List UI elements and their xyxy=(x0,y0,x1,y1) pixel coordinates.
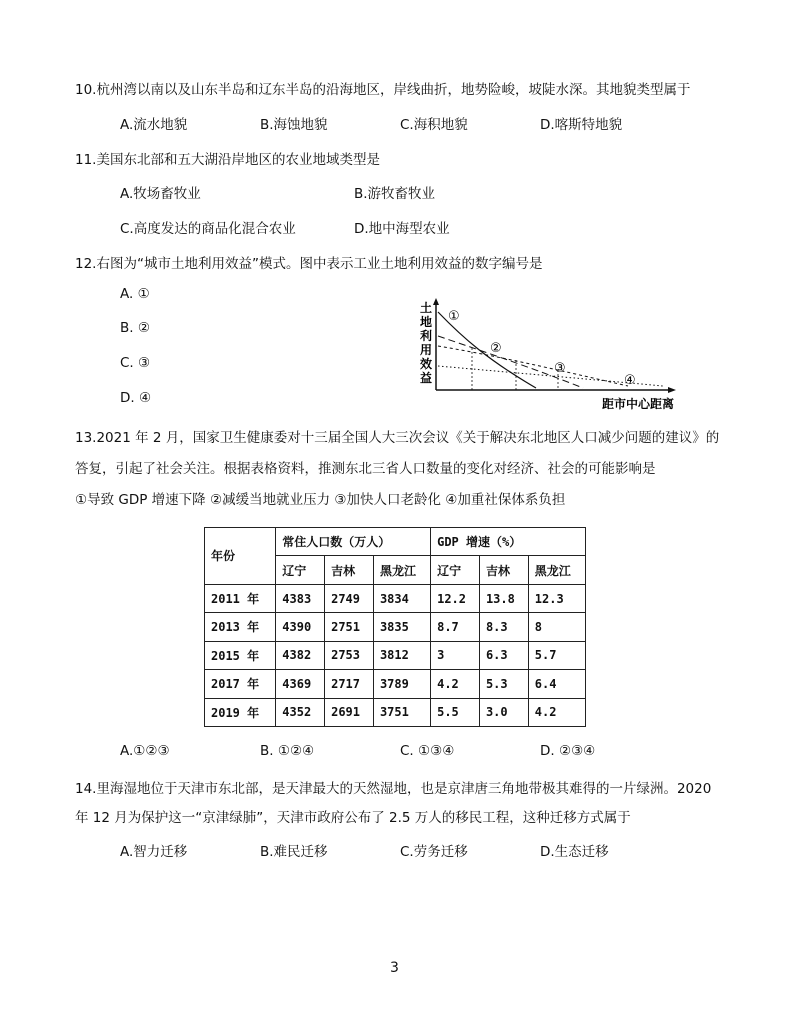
table-cell: 4352 xyxy=(276,698,325,726)
table-cell: 3812 xyxy=(373,641,430,669)
table-cell: 4.2 xyxy=(528,698,585,726)
table-cell: 2011 年 xyxy=(205,584,276,612)
question-12-option-b: B. ② xyxy=(120,320,150,336)
question-10-option-b: B.海蚀地貌 xyxy=(260,117,328,133)
curve-mark-2: ② xyxy=(490,341,502,356)
header-province: 黑龙江 xyxy=(528,556,585,584)
header-year: 年份 xyxy=(205,528,276,585)
table-cell: 2717 xyxy=(325,670,374,698)
y-axis-arrow xyxy=(433,298,439,305)
header-province: 吉林 xyxy=(325,556,374,584)
question-11-option-d: D.地中海型农业 xyxy=(354,221,450,237)
table-row xyxy=(205,670,586,698)
question-13-stem-line1: 13.2021 年 2 月，国家卫生健康委对十三届全国人大三次会议《关于解决东北地区人口减少问题的建议》的 xyxy=(75,430,720,446)
question-14-option-c: C.劳务迁移 xyxy=(400,844,468,860)
table-cell: 8.3 xyxy=(479,613,528,641)
question-14-stem-line1: 14.里海湿地位于天津市东北部，是天津最大的天然湿地，也是京津唐三角地带极其难得的一片绿洲。2020 xyxy=(75,781,712,797)
y-axis-label-char: 利 xyxy=(420,329,433,343)
question-11-option-b: B.游牧畜牧业 xyxy=(354,186,436,202)
curve-mark-4: ④ xyxy=(624,373,636,388)
question-10-option-a: A.流水地貌 xyxy=(120,117,188,133)
table-cell: 6.4 xyxy=(528,670,585,698)
question-10-stem: 10.杭州湾以南以及山东半岛和辽东半岛的沿海地区，岸线曲折，地势险峻，坡陡水深。其地貌类型属于 xyxy=(75,82,691,98)
table-row xyxy=(205,698,586,726)
table-cell: 3835 xyxy=(373,613,430,641)
question-13-option-d: D. ②③④ xyxy=(540,743,596,759)
question-11-stem: 11.美国东北部和五大湖沿岸地区的农业地域类型是 xyxy=(75,152,380,168)
table-cell: 12.3 xyxy=(528,584,585,612)
table-cell: 2019 年 xyxy=(205,698,276,726)
table-cell: 8.7 xyxy=(431,613,480,641)
question-11-option-c: C.高度发达的商品化混合农业 xyxy=(120,221,296,237)
table-cell: 3751 xyxy=(373,698,430,726)
table-cell: 5.3 xyxy=(479,670,528,698)
curve-3 xyxy=(438,346,628,386)
header-gdp: GDP 增速（%） xyxy=(431,528,586,556)
table-row xyxy=(205,584,586,612)
table-cell: 3 xyxy=(431,641,480,669)
table-cell: 4.2 xyxy=(431,670,480,698)
question-13-items: ①导致 GDP 增速下降 ②减缓当地就业压力 ③加快人口老龄化 ④加重社保体系负担 xyxy=(75,492,566,508)
question-13-option-b: B. ①②④ xyxy=(260,743,315,759)
table-cell: 3.0 xyxy=(479,698,528,726)
table-cell: 8 xyxy=(528,613,585,641)
header-province: 吉林 xyxy=(479,556,528,584)
y-axis-label-char: 益 xyxy=(420,371,433,385)
table-cell: 6.3 xyxy=(479,641,528,669)
table-cell: 2015 年 xyxy=(205,641,276,669)
question-13-option-a: A.①②③ xyxy=(120,743,170,759)
question-14-option-a: A.智力迁移 xyxy=(120,844,188,860)
y-axis-label-char: 地 xyxy=(420,315,433,329)
y-axis-label-char: 用 xyxy=(420,343,433,357)
table-cell: 2017 年 xyxy=(205,670,276,698)
curve-mark-1: ① xyxy=(448,309,460,324)
table-cell: 4382 xyxy=(276,641,325,669)
question-14-option-b: B.难民迁移 xyxy=(260,844,328,860)
x-axis-label: 距市中心距离 xyxy=(602,397,675,411)
question-13-option-c: C. ①③④ xyxy=(400,743,455,759)
question-10-option-d: D.喀斯特地貌 xyxy=(540,117,623,133)
table-cell: 2751 xyxy=(325,613,374,641)
question-11-option-a: A.牧场畜牧业 xyxy=(120,186,201,202)
table-cell: 2013 年 xyxy=(205,613,276,641)
table-cell: 12.2 xyxy=(431,584,480,612)
curve-mark-3: ③ xyxy=(554,361,566,376)
question-12-option-a: A. ① xyxy=(120,286,150,302)
header-province: 黑龙江 xyxy=(373,556,430,584)
population-gdp-table xyxy=(204,527,586,727)
table-cell: 2691 xyxy=(325,698,374,726)
header-province: 辽宁 xyxy=(276,556,325,584)
y-axis-label-char: 效 xyxy=(420,357,433,371)
land-use-benefit-diagram xyxy=(418,298,680,416)
header-population: 常住人口数（万人） xyxy=(276,528,431,556)
question-14-option-d: D.生态迁移 xyxy=(540,844,609,860)
table-cell: 2753 xyxy=(325,641,374,669)
table-cell: 4390 xyxy=(276,613,325,641)
table-row xyxy=(205,613,586,641)
table-row xyxy=(205,641,586,669)
table-cell: 13.8 xyxy=(479,584,528,612)
table-header-row xyxy=(205,528,586,556)
question-14-stem-line2: 年 12 月为保护这一“京津绿肺”，天津市政府公布了 2.5 万人的移民工程，这种迁移方式属于 xyxy=(75,810,631,826)
question-12-option-c: C. ③ xyxy=(120,355,151,371)
table-cell: 3789 xyxy=(373,670,430,698)
table-cell: 4383 xyxy=(276,584,325,612)
table-cell: 3834 xyxy=(373,584,430,612)
header-province: 辽宁 xyxy=(431,556,480,584)
table-cell: 5.5 xyxy=(431,698,480,726)
table-cell: 5.7 xyxy=(528,641,585,669)
y-axis-label-char: 土 xyxy=(420,301,433,315)
question-10-option-c: C.海积地貌 xyxy=(400,117,468,133)
table-cell: 2749 xyxy=(325,584,374,612)
question-12-stem: 12.右图为“城市土地利用效益”模式。图中表示工业土地利用效益的数字编号是 xyxy=(75,256,543,272)
table-cell: 4369 xyxy=(276,670,325,698)
question-12-option-d: D. ④ xyxy=(120,390,152,406)
page-number: 3 xyxy=(390,960,399,976)
x-axis-arrow xyxy=(668,387,676,393)
question-13-stem-line2: 答复，引起了社会关注。根据表格资料，推测东北三省人口数量的变化对经济、社会的可能影响是 xyxy=(75,461,656,477)
